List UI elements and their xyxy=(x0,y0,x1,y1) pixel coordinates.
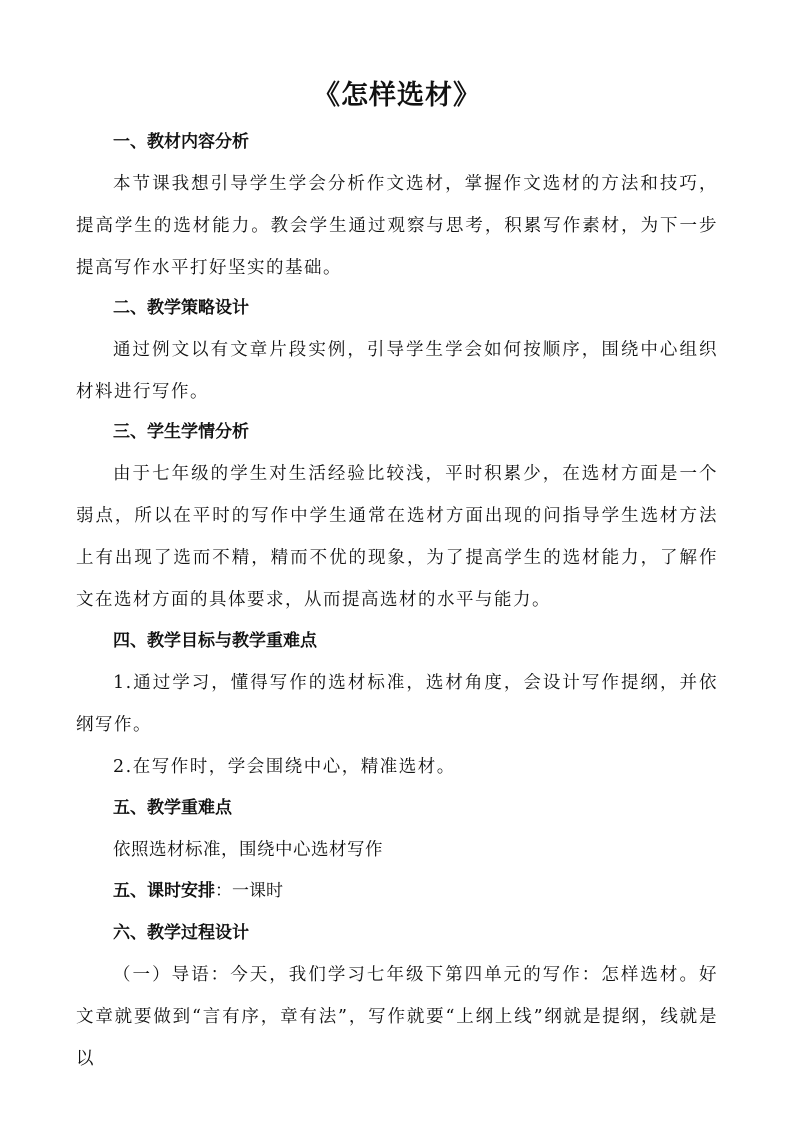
section-objectives xyxy=(76,620,718,788)
section-heading xyxy=(76,870,718,912)
section-paragraph: 通过例文以有文章片段实例，引导学生学会如何按顺序，围绕中心组织材料进行写作。 xyxy=(76,340,718,402)
section-heading: 五、教学重难点 xyxy=(113,798,232,818)
schedule-heading-label: 五、课时安排 xyxy=(113,881,215,901)
section-heading: 二、教学策略设计 xyxy=(113,298,249,318)
objective-item-1: 1.通过学习，懂得写作的选材标准，选材角度，会设计写作提纲，并依纲写作。 xyxy=(76,673,718,735)
section-schedule xyxy=(76,870,718,912)
schedule-heading-value: ：一课时 xyxy=(215,881,283,901)
section-heading: 四、教学目标与教学重难点 xyxy=(113,631,317,651)
section-paragraph: 依照选材标准，围绕中心选材写作 xyxy=(113,840,383,860)
section-heading: 一、教材内容分析 xyxy=(113,132,249,152)
section-process xyxy=(76,912,718,1080)
section-paragraph: 本节课我想引导学生学会分析作文选材，掌握作文选材的方法和技巧，提高学生的选材能力。教会学生通过观察与思考，积累写作素材，为下一步提高写作水平打好坚实的基础。 xyxy=(76,174,718,278)
section-paragraph: 由于七年级的学生对生活经验比较浅，平时积累少，在选材方面是一个弱点，所以在平时的写作中学生通常在选材方面出现的问指导学生选材方法上有出现了选而不精，精而不优的现象，为了提高学生的选材能力，了解作文在选材方面的具体要求，从而提高选材的水平与能力。 xyxy=(76,464,718,610)
section-paragraph: （一）导语：今天，我们学习七年级下第四单元的写作：怎样选材。好文章就要做到“言有序，章有法”，写作就要“上纲上线”纲就是提纲，线就是以 xyxy=(76,965,718,1069)
section-key-points xyxy=(76,787,718,871)
section-strategy xyxy=(76,287,718,413)
objective-item-2: 2.在写作时，学会围绕中心，精准选材。 xyxy=(113,757,456,777)
section-teaching-material xyxy=(76,121,718,289)
section-student-analysis xyxy=(76,411,718,621)
document-title: 《怎样选材》 xyxy=(313,80,481,111)
section-heading: 三、学生学情分析 xyxy=(113,422,249,442)
section-heading: 六、教学过程设计 xyxy=(113,923,249,943)
